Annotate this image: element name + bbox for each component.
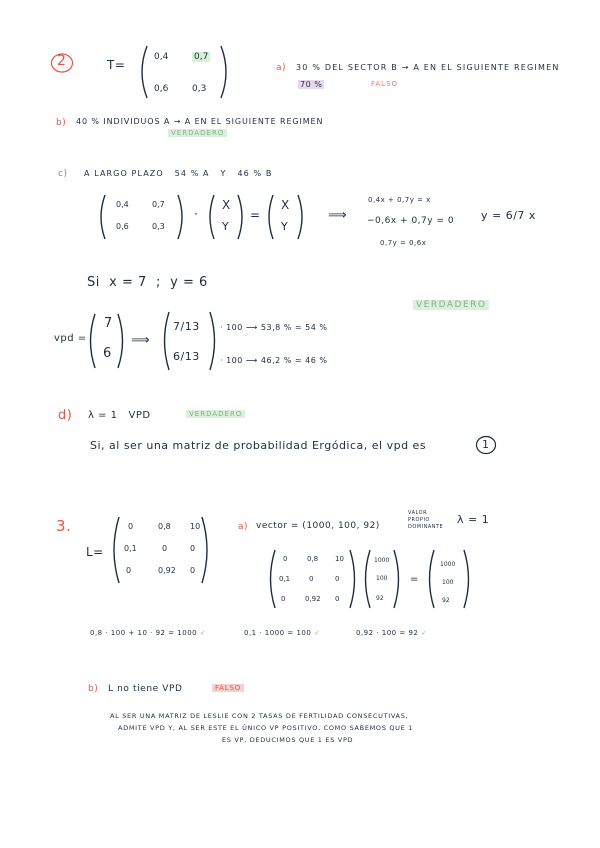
c-matrix-bracket-left [97,193,107,241]
c-matrix [110,198,180,238]
l-cell: 0 [190,566,196,575]
t-cell: 0,6 [154,84,169,94]
q2a-answer: 70 % [300,80,323,89]
q3a-label: a) [238,522,249,532]
q2b-label: b) [56,118,67,128]
l-cell: 0,8 [158,522,171,531]
l-cell: 0 [128,522,134,531]
frac-1: 7/13 [173,320,200,333]
q2d-label: d) [58,408,73,423]
q2d-sentence: Si, al ser una matriz de probabilidad Ergódica, el vpd es [90,439,427,452]
y-result: y = 6/7 x [481,209,536,222]
q2d-text: λ = 1 VPD [88,410,151,421]
q3b-label: b) [88,684,99,694]
q2b-verdict: VERDADERO [168,129,227,137]
q2c-label: c) [58,169,68,179]
l-cell: 0,92 [158,566,176,575]
check-2: 0,1 · 1000 = 100 ✓ [244,629,321,637]
t-matrix-bracket-right [219,44,231,100]
l2-bracket-left [266,548,277,610]
l-matrix [120,520,204,584]
r-cell: 100 [442,579,454,586]
q2a-label: a) [276,63,287,73]
t-cell-highlighted: 0,7 [194,52,209,62]
t-matrix [150,48,220,98]
l-label: L= [86,545,104,559]
v-vector [372,555,396,607]
circled-1: 1 [482,438,490,451]
xy-vector-bracket-right [236,193,246,241]
percent-row-1: · 100 ⟶ 53,8 % ≃ 54 % [220,323,328,332]
q2a-text: 30 % DEL SECTOR B → A EN EL SIGUIENTE REGIMEN [296,63,560,72]
eq3: 0,7y = 0,6x [380,239,427,247]
l-cell: 0 [162,544,168,553]
eq1: 0,4x + 0,7y = x [368,196,431,204]
q2a-verdict: FALSO [371,80,399,88]
si-line: Si x = 7 ; y = 6 [87,275,208,290]
xy-result-bracket-right [296,193,306,241]
v-cell: 1000 [374,557,390,564]
c-cell: 0,6 [116,222,129,231]
q3a-note: VALOR PROPIO DOMINANTE [408,510,444,530]
t-matrix-bracket-left [137,44,149,100]
frac-2: 6/13 [173,350,200,363]
l-cell: 0,1 [124,544,137,553]
equals-sign: = [250,208,261,222]
r-cell: 1000 [440,561,456,568]
l-cell: 0 [281,595,286,603]
l-cell: 10 [335,555,344,563]
l-cell: 0 [190,544,196,553]
r-cell: 92 [442,597,450,604]
question-3-number: 3. [56,517,72,535]
q3a-lambda: λ = 1 [457,513,490,526]
r-bracket-left [425,548,436,610]
v-bracket-left [361,548,372,610]
l-cell: 10 [190,522,201,531]
vpd-bracket-right [116,312,127,370]
q3b-explain-3: ES VP, DEDUCIMOS QUE 1 ES VPD [222,736,354,744]
t-cell: 0,3 [192,84,207,94]
r-vector [436,555,466,607]
t-cell: 0,4 [154,52,169,62]
l-cell: 0 [335,595,340,603]
vpd-bracket-left [86,312,97,370]
vpd-label: vpd = [54,333,87,344]
l-cell: 0 [309,575,314,583]
c-cell: 0,7 [152,200,165,209]
l-cell: 0 [126,566,132,575]
equals-sign: = [410,574,419,585]
q3b-explain-2: ADMITE VPD Y, AL SER ESTE EL ÚNICO VP POSITIVO, COMO SABEMOS QUE 1 [118,724,414,732]
res-y: Y [281,220,289,233]
eq2: −0,6x + 0,7y = 0 [367,216,455,226]
l-cell: 0 [283,555,288,563]
l-matrix-copy [277,555,351,607]
q2d-verdict: VERDADERO [186,410,245,418]
implies-arrow: ⟹ [131,333,151,348]
q2c-text: A LARGO PLAZO 54 % A Y 46 % B [84,169,273,178]
t-label: T= [107,58,126,72]
vpd-val-2: 6 [103,346,112,361]
xy-vector-bracket-left [206,193,216,241]
check-1: 0,8 · 100 + 10 · 92 = 1000 ✓ [90,629,207,637]
question-2-number: 2 [57,53,67,69]
l-cell: 0,8 [307,555,319,563]
q3b-explain-1: AL SER UNA MATRIZ DE LESLIE CON 2 TASAS DE FERTILIDAD CONSECUTIVAS, [110,712,409,720]
implies-arrow: ⟹ [328,208,348,223]
l-cell: 0 [335,575,340,583]
res-x: X [281,198,290,212]
q3a-vector: vector = (1000, 100, 92) [256,521,380,531]
percent-row-2: · 100 ⟶ 46,2 % ≃ 46 % [220,356,328,365]
l-cell: 0,1 [279,575,291,583]
q3b-verdict: FALSO [212,684,244,692]
l-cell: 0,92 [305,595,321,603]
frac-bracket-right [208,310,219,372]
multiply-dot: · [194,207,199,221]
vec-y: Y [222,220,230,233]
check-3: 0,92 · 100 = 92 ✓ [356,629,428,637]
v-cell: 100 [376,575,388,582]
c-cell: 0,3 [152,222,165,231]
q2b-text: 40 % INDIVIDUOS A → A EN EL SIGUIENTE REGIMEN [76,117,324,126]
vec-x: X [222,198,231,212]
frac-bracket-left [160,310,171,372]
v-cell: 92 [376,595,384,602]
xy-result-bracket-left [265,193,275,241]
c-cell: 0,4 [116,200,129,209]
q2c-verdict: VERDADERO [413,300,489,310]
vpd-val-1: 7 [104,316,113,331]
q3b-text: L no tiene VPD [108,684,183,694]
